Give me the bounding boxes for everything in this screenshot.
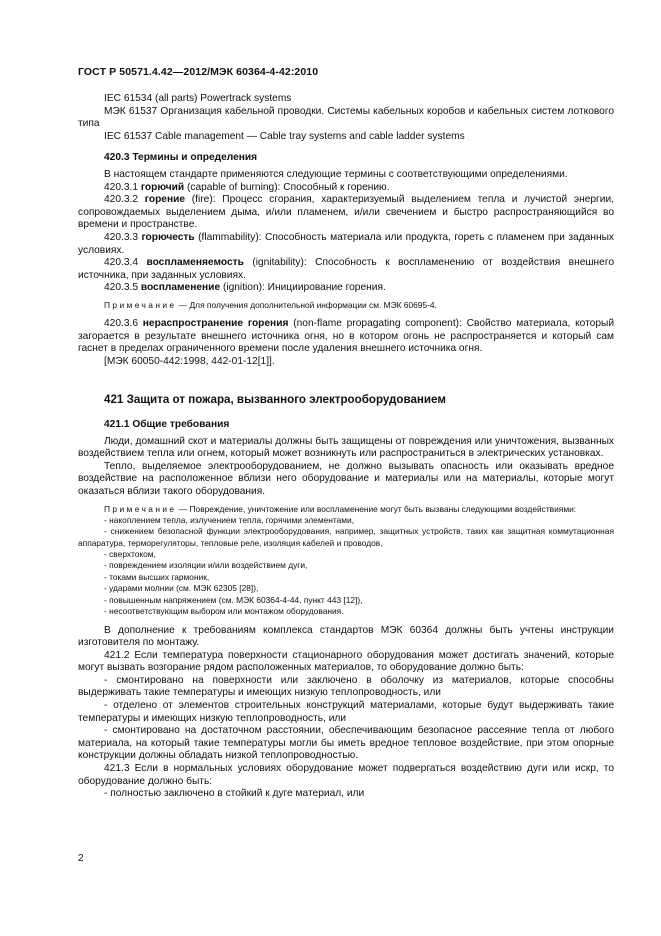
section-heading-421-1: 421.1 Общие требования xyxy=(104,419,230,431)
list-item: - смонтировано на поверхности или заключено в оболочку из материалов, которые способны выдерживать такие температуры и имеющих низкую теплопроводность, или xyxy=(78,674,614,699)
note: Примечание — Для получения дополнительной информации см. МЭК 60695-4. xyxy=(104,299,437,310)
note-list-item: - снижением безопасной функции электрооборудования, например, защитных устройств, таких как защитная коммутационная аппаратура, терморегуляторы, тепловые реле, изоляция кабелей и проводов, xyxy=(78,526,614,548)
paragraph: 421.3 Если в нормальных условиях оборудование может подвергаться воздействию дуги или искр, то оборудование должно быть: xyxy=(78,763,614,787)
term-name: воспламенение xyxy=(140,282,221,294)
note-list-item: - несоответствующим выбором или монтажом оборудования. xyxy=(104,606,344,617)
paragraph: Тепло, выделяемое электрооборудованием, не должно вызывать опасность или оказывать вредное воздействие на расположенное вблизи него оборудование и материалы или на материалы, которые могут оказаться вблизи такого оборудования. xyxy=(78,460,614,498)
ref-line: IEC 61534 (all parts) Powertrack systems xyxy=(104,93,292,104)
term-name: нераспространение горения xyxy=(142,318,289,330)
note-list-item: - ударами молнии (см. МЭК 62305 [28]), xyxy=(104,583,259,594)
paragraph: Люди, домашний скот и материалы должны быть защищены от повреждения или уничтожения, вызванных воздействием тепла или огнем, который может возникнуть или распространиться в электрических установках. xyxy=(78,435,614,460)
document-body xyxy=(78,93,614,801)
list-item: - полностью заключено в стойкий к дуге материал, или xyxy=(104,788,365,800)
note-list-item: - токами высших гармоник, xyxy=(104,571,210,582)
note-label: Примечание xyxy=(104,299,177,310)
paragraph: В дополнение к требованиям комплекса стандартов МЭК 60364 должны быть учтены инструкции изготовителя по монтажу. xyxy=(78,624,614,649)
term-definition: 420.3.5 воспламенение (ignition): Инициирование горения. xyxy=(104,282,386,294)
note-list-item: - сверхтоком, xyxy=(104,549,156,560)
term-name: горение xyxy=(144,194,186,206)
term-definition: 420.3.4 воспламеняемость (ignitability): Способность к воспламенению от воздействия внешнего источника, при заданных условиях. xyxy=(78,257,614,281)
page-number: 2 xyxy=(78,853,84,864)
term-definition: 420.3.2 горение (fire): Процесс сгорания, характеризуемый выделением тепла и лучистой энергии, сопровождаемых выделением дыма, и/или пламенем, и/или свечением и быстро распространяющийся во времени и пространстве. xyxy=(78,194,614,231)
term-name: горючесть xyxy=(141,231,195,243)
term-name: воспламеняемость xyxy=(146,257,244,269)
section-heading-421: 421 Защита от пожара, вызванного электрооборудованием xyxy=(104,393,446,407)
note-list-item: - повышенным напряжением (см. МЭК 60364-4-44, пункт 443 [12]), xyxy=(104,594,363,605)
term-definition: 420.3.6 нераспространение горения (non-flame propagating component): Свойство материала, который загорается в результате внешнего источника огня, но в котором огонь не распространяется и который сам гаснет в пределах ограниченного времени после удаления внешнего источника огня. xyxy=(78,318,615,355)
note-list-item: - повреждением изоляции и/или воздействием дуги, xyxy=(104,560,308,571)
document-header: ГОСТ Р 50571.4.42—2012/МЭК 60364-4-42:2010 xyxy=(78,66,319,78)
note-list-item: - накоплением тепла, излучением тепла, горячими элементами, xyxy=(104,514,355,525)
reference: [МЭК 60050-442:1998, 442-01-12[1]]. xyxy=(104,355,275,367)
ref-line: МЭК 61537 Организация кабельной проводки. Системы кабельных коробов и кабельных систем лоткового типа xyxy=(78,105,614,130)
ref-line: IEC 61537 Cable management — Cable tray systems and cable ladder systems xyxy=(104,130,465,142)
term-definition: 420.3.1 горючий (capable of burning): Способный к горению. xyxy=(104,181,390,193)
paragraph: 421.2 Если температура поверхности стационарного оборудования может достигать значений, которые могут вызвать возгорание рядом расположенных материалов, то оборудование должно быть: xyxy=(78,649,614,674)
term-definition: 420.3.3 горючесть (flammability): Способность материала или продукта, гореть с пламенем при заданных условиях. xyxy=(78,231,614,256)
list-item: - отделено от элементов строительных конструкций материалами, которые будут выдерживать такие температуры и имеющих низкую теплопроводность, или xyxy=(78,700,614,724)
term-name: горючий xyxy=(140,181,185,193)
note-label: Примечание xyxy=(104,503,177,514)
paragraph: В настоящем стандарте применяются следующие термины с соответствующими определениями. xyxy=(104,168,568,180)
list-item: - смонтировано на достаточном расстоянии, обеспечивающим безопасное рассеяние тепла от любого материала, на который такие температуры могли бы иметь вредное тепловое воздействие, при этом опорные конструкции должны обладать низкой теплопроводностью. xyxy=(78,725,614,762)
section-heading-420-3: 420.3 Термины и определения xyxy=(104,152,258,164)
note: Примечание — Повреждение, уничтожение или воспламенение могут быть вызваны следующими воздействиями: xyxy=(104,503,577,514)
